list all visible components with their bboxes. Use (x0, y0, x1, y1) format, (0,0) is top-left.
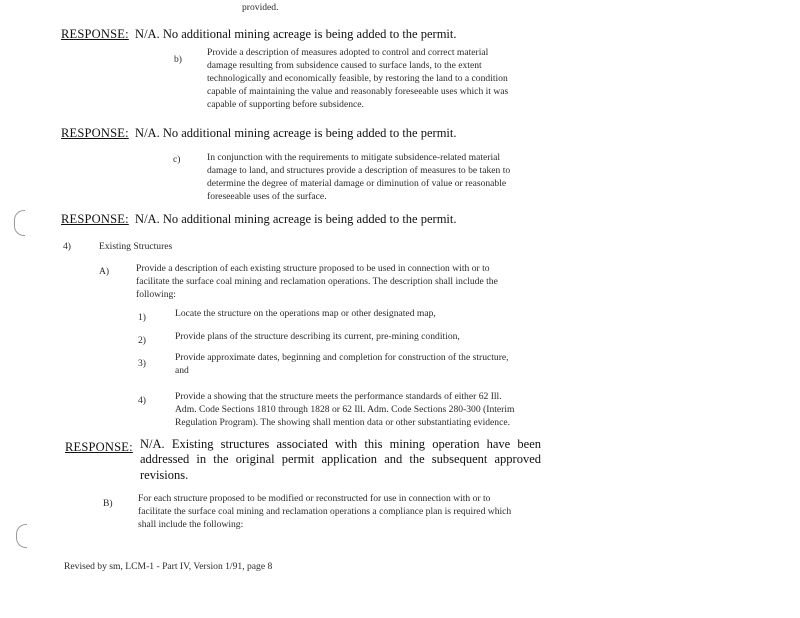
item-b-text (207, 46, 508, 111)
top-fragment-text: provided. (242, 2, 279, 13)
subitem-1-text (175, 307, 436, 320)
item-b-line: capable of supporting before subsidence. (207, 99, 364, 110)
response-text: N/A. No additional mining acreage is being added to the permit. (135, 212, 457, 226)
response-2 (61, 126, 457, 140)
subitem-3-text (175, 351, 509, 377)
subitem-line: Adm. Code Sections 1810 through 1828 or 62 Ill. Adm. Code Sections 280-300 (Interim (175, 404, 515, 415)
item-b-line: Provide a description of measures adopted to control and correct material (207, 47, 489, 58)
item-c-text (207, 151, 510, 203)
response-4-line: revisions. (140, 468, 189, 482)
item-B-marker: B) (103, 498, 113, 509)
response-3 (61, 212, 457, 226)
margin-bracket-mark (16, 524, 27, 548)
item-b-line: technologically and economically feasible, by restoring the land to a condition (207, 73, 508, 84)
item-c-line: In conjunction with the requirements to mitigate subsidence-related material (207, 152, 501, 163)
item-B-text (138, 492, 511, 531)
response-label: RESPONSE: (61, 126, 129, 140)
response-4-line: addressed in the original permit application and the subsequent approved (140, 452, 541, 466)
response-label: RESPONSE: (61, 212, 129, 226)
subitem-3-marker: 3) (138, 358, 146, 369)
response-label: RESPONSE: (65, 440, 133, 454)
subitem-2-text (175, 330, 460, 343)
subitem-line: and (175, 365, 189, 376)
subitem-line: Regulation Program). The showing shall mention data or other substantiating evidence. (175, 417, 510, 428)
item-b-line: damage resulting from subsidence caused to surface lands, to the extent (207, 60, 482, 71)
item-c-marker: c) (173, 154, 181, 165)
section-4-title: Existing Structures (99, 241, 173, 252)
response-text: N/A. No additional mining acreage is being added to the permit. (135, 126, 457, 140)
page-footer: Revised by sm, LCM-1 - Part IV, Version 1/91, page 8 (64, 561, 273, 572)
response-4-line: N/A. Existing structures associated with this mining operation have been (140, 437, 541, 451)
section-4-number: 4) (63, 241, 71, 252)
item-A-line: following: (136, 289, 176, 300)
item-c-line: foreseeable uses of the surface. (207, 191, 327, 202)
item-c-line: damage to land, and structures provide a description of measures to be taken to (207, 165, 511, 176)
item-b-marker: b) (174, 54, 182, 65)
response-1 (61, 27, 457, 41)
item-c-line: determine the degree of material damage or diminution of value or reasonable (207, 178, 507, 189)
item-A-line: facilitate the surface coal mining and reclamation operations. The description shall include the (136, 276, 498, 287)
subitem-line: Provide plans of the structure describing its current, pre-mining condition, (175, 331, 460, 342)
response-4-label-wrap (65, 440, 133, 454)
item-b-line: capable of maintaining the value and reasonably foreseeable uses which it was (207, 86, 509, 97)
margin-bracket-mark (14, 210, 25, 236)
subitem-1-marker: 1) (138, 312, 146, 323)
subitem-line: Locate the structure on the operations map or other designated map, (175, 308, 436, 319)
response-label: RESPONSE: (61, 27, 129, 41)
item-A-line: Provide a description of each existing structure proposed to be used in connection with or to (136, 263, 490, 274)
response-text: N/A. No additional mining acreage is being added to the permit. (135, 27, 457, 41)
subitem-line: Provide a showing that the structure meets the performance standards of either 62 Ill. (175, 391, 502, 402)
item-B-line: For each structure proposed to be modified or reconstructed for use in connection with or to (138, 493, 491, 504)
subitem-4-text (175, 390, 514, 429)
item-B-line: shall include the following: (138, 519, 244, 530)
subitem-2-marker: 2) (138, 335, 146, 346)
subitem-4-marker: 4) (138, 395, 146, 406)
item-B-line: facilitate the surface coal mining and reclamation operations a compliance plan is required which (138, 506, 512, 517)
item-A-marker: A) (99, 266, 110, 277)
subitem-line: Provide approximate dates, beginning and completion for construction of the structure, (175, 352, 509, 363)
item-A-text (136, 262, 498, 301)
